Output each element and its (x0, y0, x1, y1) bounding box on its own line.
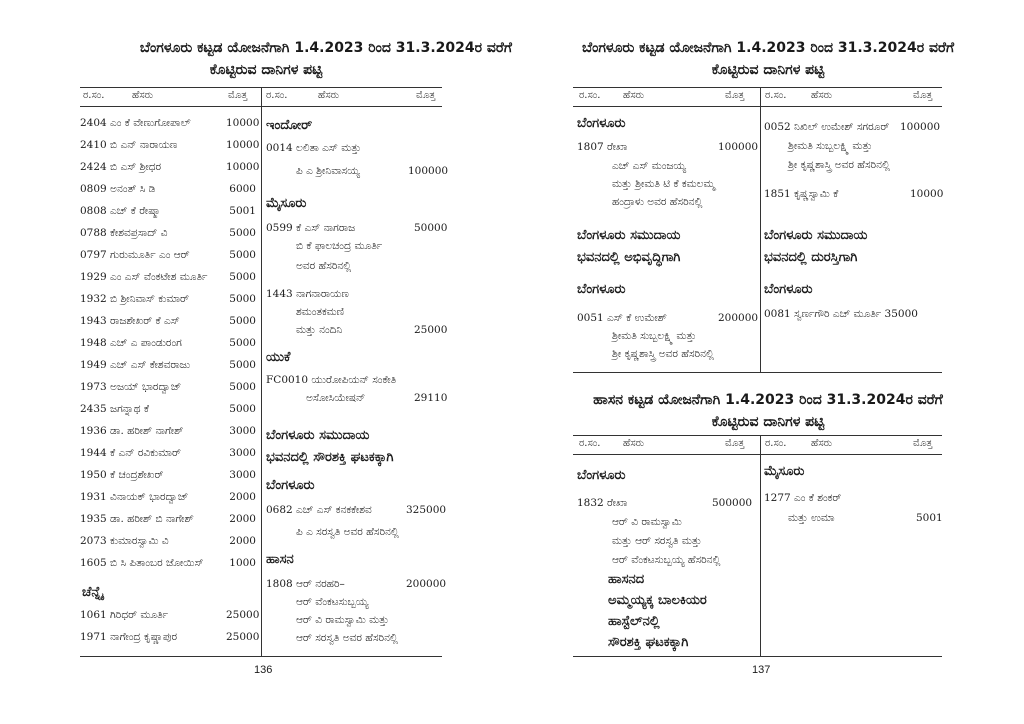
donor-amount: 5000 (229, 315, 256, 327)
left-title-line1: ಬೆಂಗಳೂರು ಕಟ್ಟಡ ಯೋಜನೆಗಾಗಿ 1.4.2023 ರಿಂದ 31.3.2024ರ ವರೆಗೆ (139, 40, 512, 56)
donor-line: ಅವರ ಹೆಸರಿನಲ್ಲಿ (296, 260, 352, 272)
page-number: 136 (254, 664, 273, 676)
donor-line: 1851 ಕೃಷ್ಣಸ್ವಾಮಿ ಕೆ (764, 188, 839, 200)
heading-mysore: ಮೈಸೂರು (266, 196, 307, 211)
donor-amount: 2000 (229, 491, 256, 503)
donor-amount: 5001 (229, 205, 256, 217)
donor-name: 1935 ಡಾ. ಹರೀಶ್ ಬಿ ನಾಗೇಶ್ (80, 513, 194, 525)
heading-bengaluru: ಬೆಂಗಳೂರು (266, 478, 315, 493)
hassan-table-header (573, 435, 942, 455)
heading-hostel: ಹಾಸ್ಟೆಲ್‌ನಲ್ಲಿ (608, 614, 660, 629)
donor-name: 1929 ಎಂ ಎಸ್ ವೆಂಕಟೇಶ ಮೂರ್ತಿ (80, 271, 208, 283)
donor-line: 1832 ರೇಖಾ (577, 497, 628, 509)
donor-name: 2410 ಬಿ ಎನ್ ನಾರಾಯಣ (80, 139, 178, 151)
heading-bengaluru: ಬೆಂಗಳೂರು (577, 282, 626, 297)
donor-name: 2404 ಎಂ ಕೆ ವೇಣುಗೋಪಾಲ್ (80, 117, 191, 129)
heading-hassan: ಹಾಸನ (266, 552, 294, 567)
header-amount: ಮೊತ್ತ (228, 90, 248, 101)
donor-line: ಆರ್ ವಿ ರಾಮಸ್ವಾಮಿ (612, 516, 682, 528)
donor-amount: 25000 (226, 609, 260, 621)
donor-line: 0599 ಕೆ ಎಸ್ ನಾಗರಾಜ (266, 222, 356, 234)
donor-amount: 100000 (408, 165, 449, 177)
table-bottom-rule (573, 372, 942, 373)
header-amount: ಮೊತ್ತ (416, 90, 436, 101)
donor-amount: 5000 (229, 381, 256, 393)
donor-amount: 5000 (229, 249, 256, 261)
donor-name: 1061 ಗಿರಿಧರ್ ಮೂರ್ತಿ (80, 609, 169, 621)
donor-name: 1973 ಅಜಯ್ ಭಾರದ್ವಾಜ್ (80, 381, 182, 393)
donor-name: 0809 ಅನಂತ್ ಸಿ ಡಿ (80, 183, 156, 195)
header-amount: ಮೊತ್ತ (913, 90, 933, 101)
donor-amount: 200000 (406, 578, 447, 590)
donor-name: 1944 ಕೆ ಎನ್ ರವಿಕುಮಾರ್ (80, 447, 181, 459)
donor-amount: 10000 (910, 188, 944, 200)
donor-line: ಶಮಂತಕಮಣಿ (296, 306, 345, 318)
hassan-title-line1: ಹಾಸನ ಕಟ್ಟಡ ಯೋಜನೆಗಾಗಿ 1.4.2023 ರಿಂದ 31.3.2024ರ ವರೆಗೆ (593, 392, 943, 408)
donor-name: 0797 ಗುರುಮೂರ್ತಿ ಎಂ ಆರ್ (80, 249, 190, 261)
column-divider (760, 435, 761, 657)
heading-bengaluru: ಬೆಂಗಳೂರು (577, 468, 626, 483)
header-sl: ರ.ಸಂ. (83, 90, 105, 101)
right-title-line1: ಬೆಂಗಳೂರು ಕಟ್ಟಡ ಯೋಜನೆಗಾಗಿ 1.4.2023 ರಿಂದ 31.3.2024ರ ವರೆಗೆ (582, 40, 955, 56)
page-137 (512, 0, 1024, 724)
donor-amount: 29110 (414, 392, 448, 404)
header-sl: ರ.ಸಂ. (579, 438, 601, 449)
header-sl: ರ.ಸಂ. (765, 438, 787, 449)
heading-bengaluru: ಬೆಂಗಳೂರು (764, 282, 813, 297)
donor-amount: 5000 (229, 337, 256, 349)
donor-line: ಆರ್ ವೆಂಕಟಸುಬ್ಬಯ್ಯ (296, 596, 369, 608)
heading-uk: ಯುಕೆ (266, 350, 291, 365)
donor-line: ಪಿ ಎ ಸರಸ್ವತಿ ಅವರ ಹೆಸರಿನಲ್ಲಿ (296, 526, 399, 538)
donor-amount: 5000 (229, 227, 256, 239)
header-sl: ರ.ಸಂ. (579, 90, 601, 101)
donor-amount: 2000 (229, 535, 256, 547)
donor-line: ಅಸೋಸಿಯೇಷನ್ (306, 392, 366, 404)
donor-amount: 200000 (718, 312, 759, 324)
donor-amount: 6000 (229, 183, 256, 195)
donor-line: ಆರ್ ಸರಸ್ವತಿ ಅವರ ಹೆಸರಿನಲ್ಲಿ (296, 632, 398, 644)
header-name: ಹೆಸರು (811, 90, 833, 101)
heading-development: ಭವನದಲ್ಲಿ ಅಭಿವೃದ್ಧಿಗಾಗಿ (577, 250, 681, 265)
donor-line: ಶ್ರೀ ಕೃಷ್ಣಶಾಸ್ತ್ರಿ ಅವರ ಹೆಸರಿನಲ್ಲಿ (788, 159, 890, 171)
donor-line: ಮತ್ತು ನಂದಿನಿ (296, 324, 343, 336)
donor-amount: 5000 (229, 293, 256, 305)
donor-amount: 10000 (226, 117, 260, 129)
donor-name: 1936 ಡಾ. ಹರೀಶ್ ನಾಗೇಶ್ (80, 425, 184, 437)
donor-name: 2424 ಬಿ ಎಸ್ ಶ್ರೀಧರ (80, 161, 162, 173)
donor-line: ಮತ್ತು ಆರ್ ಸರಸ್ವತಿ ಮತ್ತು (612, 535, 702, 547)
donor-name: 1948 ಎಚ್ ಎ ಪಾಂಡುರಂಗ (80, 337, 182, 349)
right-title-line2: ಕೊಟ್ಟಿರುವ ದಾನಿಗಳ ಪಟ್ಟಿ (711, 62, 825, 78)
donor-line: ಶ್ರೀ ಕೃಷ್ಣಶಾಸ್ತ್ರಿ ಅವರ ಹೆಸರಿನಲ್ಲಿ (612, 348, 714, 360)
donor-line: ಆರ್ ವೆಂಕಟಸುಬ್ಬಯ್ಯ ಹೆಸರಿನಲ್ಲಿ (612, 554, 721, 566)
donor-amount: 50000 (414, 222, 448, 234)
donor-amount: 5000 (229, 403, 256, 415)
donor-name: 1949 ಎಚ್ ಎಸ್ ಕೇಶವರಾಜು (80, 359, 191, 371)
donor-name: 1931 ವಿನಾಯಕ್ ಭಾರದ್ವಾಜ್ (80, 491, 189, 503)
donor-name: 1950 ಕೆ ಚಂದ್ರಶೇಖರ್ (80, 469, 164, 481)
donor-amount: 325000 (406, 504, 447, 516)
right-table-header (573, 87, 942, 107)
donor-line: 0051 ಎಸ್ ಕೆ ಉಮೇಶ್ (577, 312, 667, 324)
donor-line: ಹಂದ್ರಾಳು ಅವರ ಹೆಸರಿನಲ್ಲಿ (612, 196, 703, 208)
donor-line: 0014 ಲಲಿತಾ ಎಸ್ ಮತ್ತು (266, 142, 361, 154)
heading-community-hall: ಬೆಂಗಳೂರು ಸಮುದಾಯ (577, 228, 681, 243)
donor-line: ಮತ್ತು ಶ್ರೀಮತಿ ಟಿ ಕೆ ಕಮಲಮ್ಮ (612, 178, 715, 190)
column-divider (760, 87, 761, 372)
donor-amount: 500000 (712, 497, 753, 509)
hassan-title-line2: ಕೊಟ್ಟಿರುವ ದಾನಿಗಳ ಪಟ್ಟಿ (711, 414, 825, 430)
heading-girls: ಅಮ್ಮಯ್ಯಕ್ಕ ಬಾಲಕಿಯರ (608, 593, 707, 608)
donor-name: 1932 ಬಿ ಶ್ರೀನಿವಾಸ್ ಕುಮಾರ್ (80, 293, 190, 305)
donor-line: 0052 ನಿಖಿಲ್ ಉಮೇಶ್ ಸಗರೂರ್ (764, 121, 890, 133)
table-bottom-rule (80, 656, 442, 657)
column-divider (261, 87, 262, 657)
heading-indore: ಇಂದೋರ್ (266, 118, 313, 133)
donor-amount: 3000 (229, 425, 256, 437)
header-sl: ರ.ಸಂ. (765, 90, 787, 101)
donor-line: FC0010 ಯುರೋಪಿಯನ್ ಸಂಕೇತಿ (266, 374, 397, 386)
heading-chennai: ಚೆನ್ನೈ (82, 585, 104, 600)
header-name: ಹೆಸರು (132, 90, 154, 101)
heading-hassan-of: ಹಾಸನದ (608, 572, 645, 587)
heading-mysore: ಮೈಸೂರು (764, 464, 805, 479)
heading-solar-unit: ಭವನದಲ್ಲಿ ಸೌರಶಕ್ತಿ ಘಟಕಕ್ಕಾಗಿ (266, 450, 394, 465)
donor-name: 1943 ರಾಜಶೇಖರ್ ಕೆ ಎಸ್ (80, 315, 180, 327)
header-name: ಹೆಸರು (318, 90, 340, 101)
donor-amount: 5000 (229, 271, 256, 283)
donor-amount: 10000 (226, 161, 260, 173)
donor-name: 1971 ನಾಗೇಂದ್ರ ಕೃಷ್ಣಾಪುರ (80, 631, 178, 643)
donor-line: ಮತ್ತು ಉಮಾ (788, 512, 835, 524)
donor-line: ಆರ್ ವಿ ರಾಮಸ್ವಾಮಿ ಮತ್ತು (296, 614, 389, 626)
donor-amount: 100000 (900, 121, 941, 133)
donor-line: ಎಚ್ ಎಸ್ ಮಂಜಯ್ಯ (612, 160, 687, 172)
donor-amount: 3000 (229, 447, 256, 459)
donor-amount: 25000 (226, 631, 260, 643)
heading-community-hall: ಬೆಂಗಳೂರು ಸಮುದಾಯ (764, 228, 868, 243)
donor-amount: 5000 (229, 359, 256, 371)
heading-solar-unit: ಸೌರಶಕ್ತಿ ಘಟಕಕ್ಕಾಗಿ (608, 635, 689, 650)
donor-line: 1807 ರೇಖಾ (577, 141, 628, 153)
donor-amount: 1000 (229, 557, 256, 569)
header-amount: ಮೊತ್ತ (725, 438, 745, 449)
page-number: 137 (752, 664, 771, 676)
donor-name: 2435 ಜಗನ್ನಾಥ ಕೆ (80, 403, 150, 415)
heading-bengaluru: ಬೆಂಗಳೂರು (577, 116, 626, 131)
header-name: ಹೆಸರು (623, 90, 645, 101)
table-bottom-rule (573, 656, 942, 657)
donor-amount: 25000 (414, 324, 448, 336)
donor-name: 0808 ಎಚ್ ಕೆ ರೇಷ್ಮಾ (80, 205, 161, 217)
donor-line: ಶ್ರೀಮತಿ ಸುಬ್ಬಲಕ್ಷ್ಮಿ ಮತ್ತು (612, 330, 697, 342)
donor-line: 1808 ಆರ್ ನರಹರಿ– (266, 578, 345, 590)
donor-line: ಪಿ ಎ ಶ್ರೀನಿವಾಸಯ್ಯ (296, 165, 360, 177)
donor-amount: 3000 (229, 469, 256, 481)
header-name: ಹೆಸರು (623, 438, 645, 449)
donor-amount: 10000 (226, 139, 260, 151)
donor-amount: 5001 (916, 512, 943, 524)
donor-line: 1277 ಎಂ ಕೆ ಶಂಕರ್ (764, 492, 842, 504)
donor-line: 0081 ಸ್ವರ್ಣಗೌರಿ ಎಚ್ ಮೂರ್ತಿ 35000 (764, 308, 918, 320)
donor-amount: 100000 (718, 141, 759, 153)
donor-line: ಬಿ ಕೆ ಫಾಲಚಂದ್ರ ಮೂರ್ತಿ (296, 240, 383, 252)
header-name: ಹೆಸರು (811, 438, 833, 449)
left-title-line2: ಕೊಟ್ಟಿರುವ ದಾನಿಗಳ ಪಟ್ಟಿ (209, 62, 323, 78)
donor-line: 0682 ಎಚ್ ಎಸ್ ಕನಕಕೇಶವ (266, 504, 372, 516)
header-amount: ಮೊತ್ತ (913, 438, 933, 449)
heading-community-hall: ಬೆಂಗಳೂರು ಸಮುದಾಯ (266, 428, 370, 443)
donor-line: 1443 ನಾಗನಾರಾಯಣ (266, 288, 349, 300)
header-amount: ಮೊತ್ತ (725, 90, 745, 101)
donor-name: 1605 ಬಿ ಸಿ ಪಿತಾಂಬರ ಜೋಯಿಸ್ (80, 557, 204, 569)
header-sl: ರ.ಸಂ. (266, 90, 288, 101)
donor-line: ಶ್ರೀಮತಿ ಸುಬ್ಬಲಕ್ಷ್ಮಿ ಮತ್ತು (788, 140, 873, 152)
donor-name: 0788 ಕೇಶವಪ್ರಸಾದ್ ವಿ (80, 227, 168, 239)
donor-amount: 2000 (229, 513, 256, 525)
donor-name: 2073 ಕುಮಾರಸ್ವಾಮಿ ವಿ (80, 535, 169, 547)
heading-repair: ಭವನದಲ್ಲಿ ದುರಸ್ತಿಗಾಗಿ (764, 250, 858, 265)
